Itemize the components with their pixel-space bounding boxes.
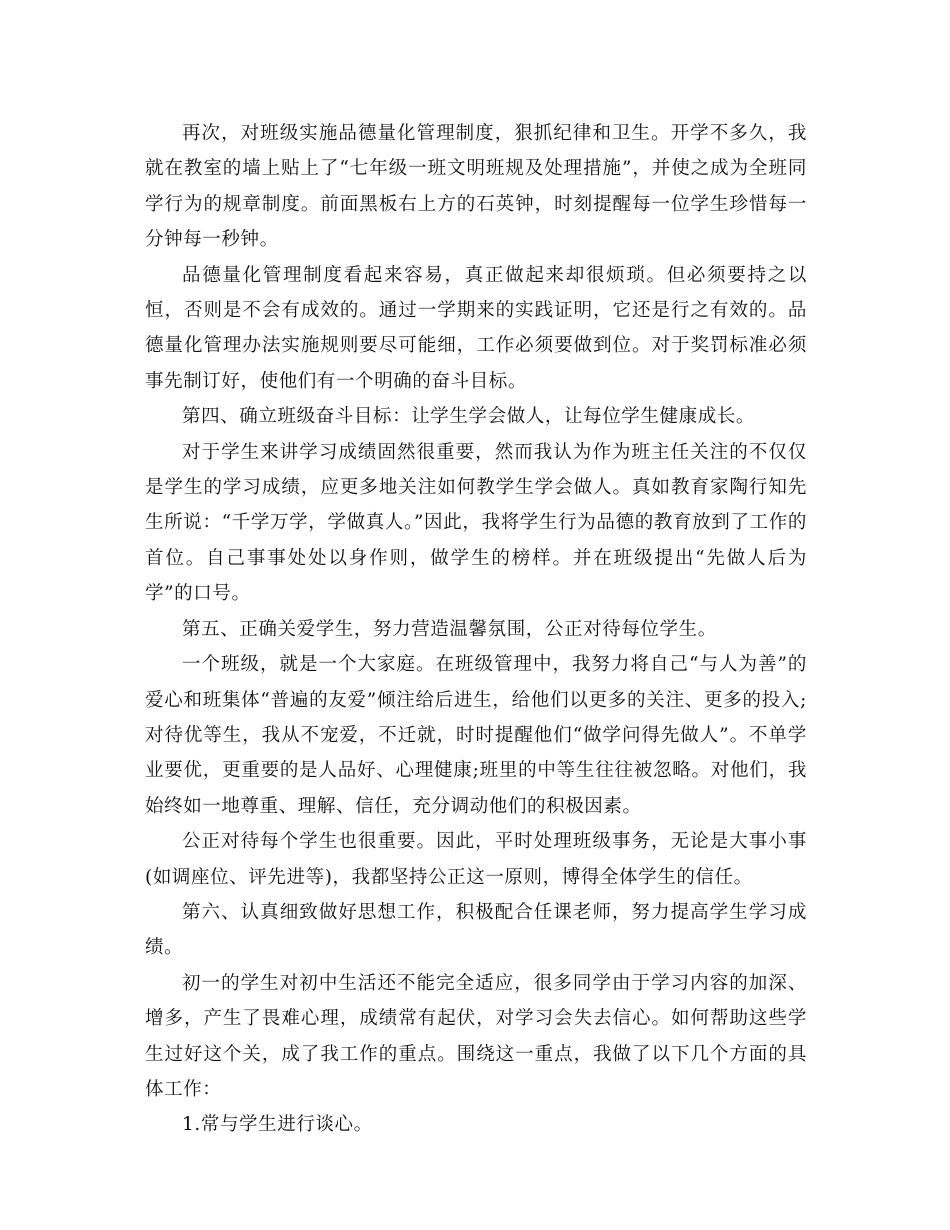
paragraph-5-heading: 第五、正确关爱学生，努力营造温馨氛围，公正对待每位学生。 (182, 618, 717, 640)
paragraph-1: 再次，对班级实施品德量化管理制度，狠抓纪律和卫生。开学不多久，我就在教室的墙上贴上了“七年级一班文明班规及处理措施”，并使之成为全班同学行为的规章制度。前面黑板右上方的石英钟，时刻提醒每一位学生珍惜每一分钟每一秒钟。 (145, 123, 807, 251)
paragraph-2: 品德量化管理制度看起来容易，真正做起来却很烦琐。但必须要持之以恒，否则是不会有成效的。通过一学期来的实践证明，它还是行之有效的。品德量化管理办法实施规则要尽可能细，工作必须要做到位。对于奖罚标准必须事先制订好，使他们有一个明确的奋斗目标。 (145, 264, 807, 392)
paragraph-3-heading: 第四、确立班级奋斗目标：让学生学会做人，让每位学生健康成长。 (182, 406, 756, 428)
paragraph-7: 公正对待每个学生也很重要。因此，平时处理班级事务，无论是大事小事(如调座位、评先进等)，我都坚持公正这一原则，博得全体学生的信任。 (145, 831, 807, 888)
paragraph-8-heading: 第六、认真细致做好思想工作，积极配合任课老师，努力提高学生学习成绩。 (145, 901, 807, 959)
paragraph-9: 初一的学生对初中生活还不能完全适应，很多同学由于学习内容的加深、增多，产生了畏难心理，成绩常有起伏，对学习会失去信心。如何帮助这些学生过好这个关，成了我工作的重点。围绕这一重点，我做了以下几个方面的具体工作： (145, 972, 807, 1100)
paragraph-4: 对于学生来讲学习成绩固然很重要，然而我认为作为班主任关注的不仅仅是学生的学习成绩，应更多地关注如何教学生学会做人。真如教育家陶行知先生所说：“千学万学，学做真人。”因此，我将学生行为品德的教育放到了工作的首位。自己事事处处以身作则，做学生的榜样。并在班级提出“先做人后为学”的口号。 (145, 441, 807, 605)
paragraph-10-list-item: 1.常与学生进行谈心。 (182, 1114, 373, 1136)
paragraph-6: 一个班级，就是一个大家庭。在班级管理中，我努力将自己“与人为善”的爱心和班集体“普遍的友爱”倾注给后进生，给他们以更多的关注、更多的投入;对待优等生，我从不宠爱，不迁就，时时提醒他们“做学问得先做人”。不单学业要优，更重要的是人品好、心理健康;班里的中等生往往被忽略。对他们，我始终如一地尊重、理解、信任，充分调动他们的积极因素。 (145, 654, 807, 817)
document-body (145, 116, 807, 1143)
